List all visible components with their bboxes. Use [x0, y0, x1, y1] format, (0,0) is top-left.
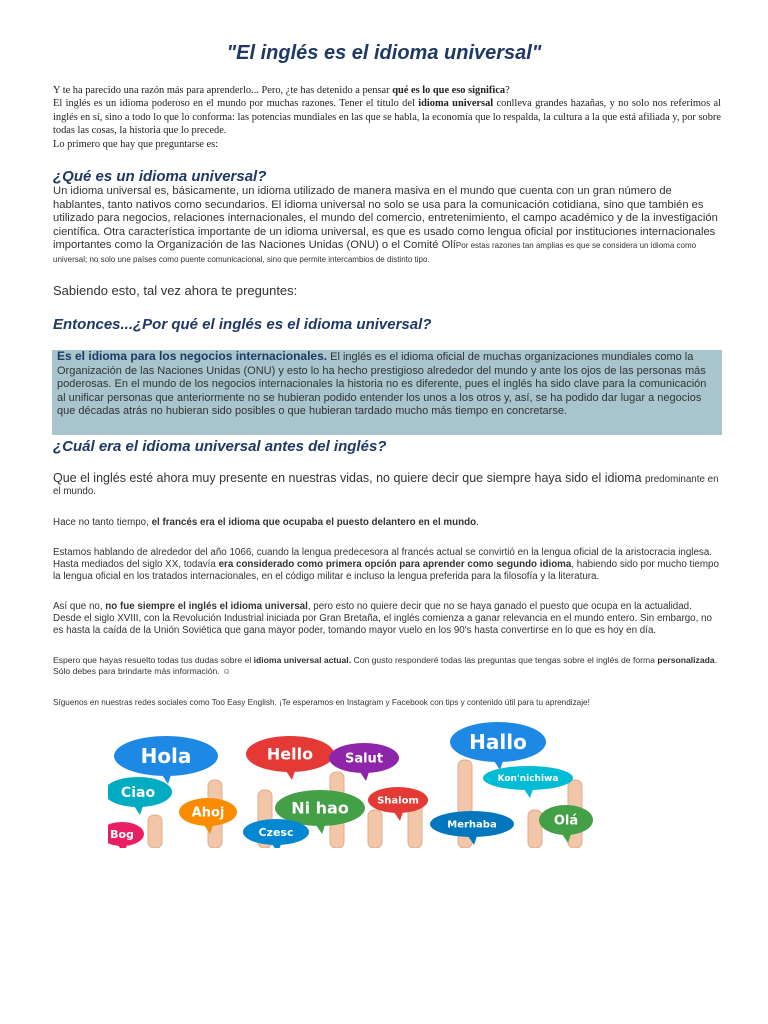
speech-bubble-text: Hello: [266, 744, 314, 764]
section-text: predominante en el mundo.: [53, 474, 719, 497]
section-bold: idioma universal actual.: [253, 655, 352, 665]
before-paragraph-4: [53, 601, 721, 637]
intro-text: El inglés es un idioma poderoso en el mundo por muchas razones. Tener el título del: [53, 98, 419, 110]
speech-bubble-text: Merhaba: [447, 819, 497, 831]
speech-bubble-text: Czesc: [258, 825, 294, 839]
section-text: Estamos hablando de alrededor del año 1066, cuando la lengua predecesora al francés actual se convirtió en la lengua oficial de la aristocracia inglesa. Hasta mediados del siglo XX, todavía: [53, 547, 712, 570]
speech-bubble-text: Hallo: [469, 730, 527, 754]
intro-section: [53, 84, 721, 151]
intro-text: conlleva grandes hazañas, y no solo nos referimos al inglés en sí, sino a todo lo que lo conforma: las potencias mundiales en las que se habla, la economía que lo respalda, la cultura a la que está afiliada y, por sobre todas las cosas, la historia que lo precede.: [53, 98, 721, 137]
highlight-text: El inglés es el idioma oficial de muchas organizaciones mundiales como la Organización de las Naciones Unidas (ONU) y esto lo ha hecho prestigioso alrededor del mundo y ante los ojos de las personas más poderosas. En el mundo de los negocios internacionales la historia no es diferente, pues el inglés ha sido clave para la comunicación al unificar personas que anteriormente no se hubieran podido entender los unos a los otros y, así, se ha podido dar lugar a negocios que décadas atrás no hubieran sido posibles o que hubieran tardado mucho más tiempo en concretarse.: [57, 351, 707, 417]
intro-bold: idioma universal: [418, 98, 494, 110]
intro-bold: qué es lo que eso significa: [392, 85, 506, 96]
section-text: Un idioma universal es, básicamente, un idioma utilizado de manera masiva en el mundo que cuenta con un gran número de hablantes, tanto nativos como secundarios. El idioma universal no solo se usa para la comunicación cotidiana, sino que también es utilizado para negocios, relaciones internacionales, el mundo del comercio, entretenimiento, el campo académico y de la investigación científica. Otra característica importante de un idioma universal, es que es usado como lengua oficial por instituciones internacionales importantes como la Organización de las Naciones Unidas (ONU) o el Comité Olí: [53, 185, 718, 252]
intro-paragraph-2: [53, 97, 721, 137]
speech-bubble-text: Bog: [110, 827, 134, 841]
highlight-lead: Es el idioma para los negocios internacionales.: [57, 349, 328, 363]
section-text: .: [476, 517, 479, 528]
section-bold: personalizada: [657, 655, 715, 665]
section-heading-before: ¿Cuál era el idioma universal antes del inglés?: [53, 438, 387, 455]
section-heading-what: ¿Qué es un idioma universal?: [53, 168, 267, 185]
sabiendo-text: Sabiendo esto, tal vez ahora te preguntes:: [53, 283, 298, 298]
highlighted-block: [52, 350, 722, 435]
before-paragraph-1: [53, 472, 721, 498]
speech-bubbles-image: [108, 720, 608, 848]
section-text: Con gusto responderé todas las preguntas que tengas sobre el inglés de forma: [351, 655, 658, 665]
intro-text: ?: [505, 85, 510, 96]
before-paragraph-2: [53, 517, 721, 529]
speech-bubble-text: Ciao: [120, 784, 156, 801]
speech-bubble-text: Ni hao: [291, 798, 349, 818]
before-paragraph-6: [53, 697, 721, 709]
page-title: "El inglés es el idioma universal": [226, 42, 542, 64]
section-bold: el francés era el idioma que ocupaba el puesto delantero en el mundo: [151, 517, 477, 528]
speech-bubble-text: Olá: [553, 813, 579, 829]
intro-text: Y te ha parecido una razón más para aprenderlo... Pero, ¿te has detenido a pensar: [53, 85, 393, 96]
section-text: Así que no,: [53, 601, 106, 612]
section-text: , habiendo sido por mucho tiempo la lengua oficial en los tratados internacionales, en el código militar e incluso la lengua preferida para la filosofía y la literatura.: [53, 559, 719, 582]
section-text: Hace no tanto tiempo,: [53, 517, 152, 528]
speech-bubble-text: Shalom: [377, 795, 419, 807]
section-small-text: Por estas razones tan amplias es que se considera un idioma como universal; no solo une países como puente comunicacional, sino que permite intercambios de distinto tipo.: [53, 241, 697, 264]
section-text: Síguenos en nuestras redes sociales como Too Easy English. ¡Te esperamos en Instagram y Facebook con tips y contenido útil para tu aprendizaje!: [53, 698, 590, 707]
section-text: Que el inglés esté ahora muy presente en nuestras vidas, no quiere decir que siempre haya sido el idioma: [53, 471, 646, 485]
section-text: , pero esto no quiere decir que no se haya ganado el puesto que ocupa en la actualidad. Desde el siglo XVIII, con la Revolución Industrial iniciada por Gran Bretaña, el inglés comienza a ganar relevancia en el mundo entero. Sin embargo, no es hasta la caída de la Unión Soviética que gana mayor poder, tomando mayor vuelo en los 90's hasta convertirse en lo que es hoy en día.: [53, 601, 712, 636]
speech-bubble-text: Kon'nichiwa: [497, 774, 559, 785]
section-what-body: [53, 185, 721, 267]
intro-paragraph-3: Lo primero que hay que preguntarse es:: [53, 138, 219, 150]
section-heading-why: Entonces...¿Por qué el inglés es el idioma universal?: [53, 316, 432, 333]
speech-bubble-text: Salut: [344, 751, 384, 767]
before-paragraph-3: [53, 547, 721, 583]
speech-bubble-text: Ahoj: [191, 805, 225, 821]
section-text: Espero que hayas resuelto todas tus dudas sobre el: [53, 655, 254, 665]
intro-paragraph-1: [53, 84, 721, 97]
section-bold: era considerado como primera opción para aprender como segundo idioma: [218, 559, 572, 570]
section-bold: no fue siempre el inglés el idioma universal: [105, 601, 308, 612]
before-paragraph-5: [53, 655, 721, 677]
speech-bubble-text: Hola: [140, 744, 192, 768]
section-text: . Sólo debes para brindarte más información. ☺: [53, 655, 718, 676]
